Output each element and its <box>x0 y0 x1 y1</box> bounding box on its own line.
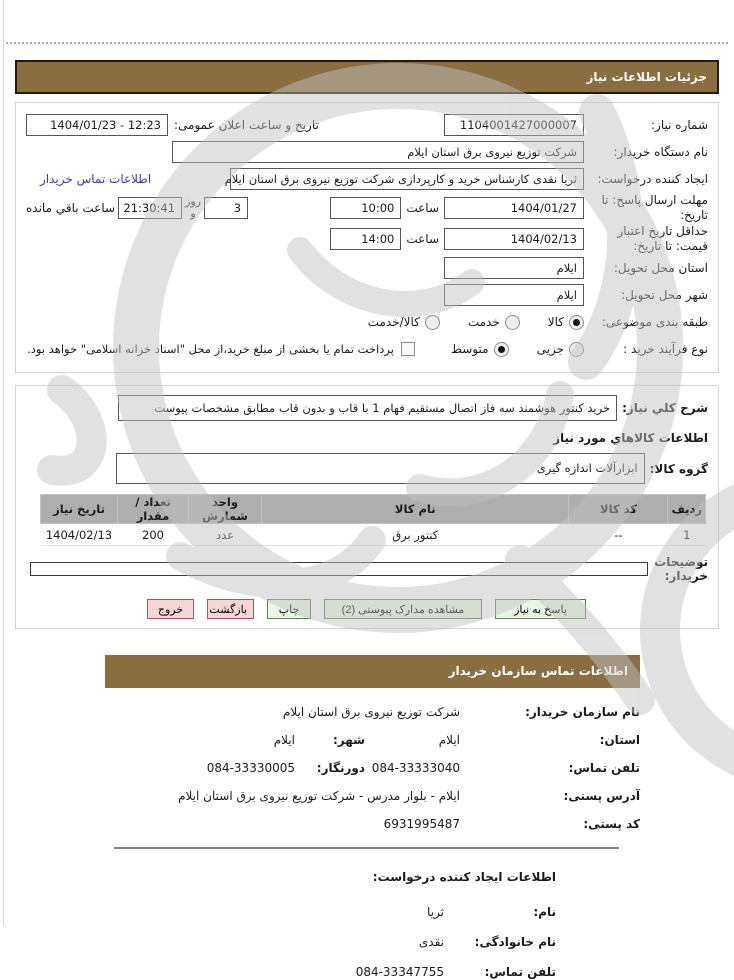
radio-option-goods[interactable] <box>548 315 584 330</box>
request-creator-section <box>276 870 556 980</box>
col-header-quantity: تعداد / مقدار <box>118 495 189 524</box>
respond-to-need-button[interactable]: پاسخ به نیاز <box>495 599 586 619</box>
goods-info-heading: اطلاعات کالاهاي مورد نیاز <box>553 431 708 445</box>
action-buttons-row <box>26 599 586 619</box>
delivery-city-label: شهر محل تحویل: <box>621 287 708 302</box>
org-fax-value: 084-33330005 <box>206 760 295 775</box>
creator-first-name-value: ثریا <box>427 904 444 919</box>
radio-label-medium: متوسط <box>450 342 489 356</box>
section-header-org-contact: اطلاعات تماس سازمان خریدار <box>105 655 640 688</box>
radio-option-service[interactable] <box>468 315 520 330</box>
buyer-notes-label: توضیحات خریدار: <box>654 555 708 584</box>
price-validity-label: حداقل تاریخ اعتبار قیمت: تا تاریخ: <box>617 224 708 253</box>
response-deadline-hour-field[interactable]: 10:00 <box>330 197 401 219</box>
org-address-label: آدرس پستی: <box>563 788 640 803</box>
view-attachments-button[interactable]: مشاهده مدارک پیوستی (2) <box>324 599 482 619</box>
row-need-description <box>118 395 708 421</box>
need-description-field[interactable]: خرید کنتور هوشمند سه فاز اتصال مستقیم فهام 1 با قاب و بدون قاب مطابق مشخصات پیوست <box>118 395 617 421</box>
org-address-value: ایلام - بلوار مدرس - شرکت توزیع نیروی برق استان ایلام <box>178 788 460 803</box>
org-phone-value: 084-33333040 <box>371 760 460 775</box>
announce-datetime-label: تاریخ و ساعت اعلان عمومی: <box>174 118 319 132</box>
row-price-validity <box>26 224 708 254</box>
org-fax-label: دورنگار: <box>316 760 365 775</box>
org-city-value: ایلام <box>273 732 295 747</box>
delivery-city-field[interactable]: ایلام <box>444 284 584 306</box>
org-city-label: شهر: <box>333 732 365 747</box>
radio-label-goods-service: کالا/خدمت <box>367 315 420 329</box>
delivery-province-label: استان محل تحویل: <box>613 260 708 275</box>
cell-row-number: 1 <box>668 524 706 546</box>
buyer-contact-link[interactable]: اطلاعات تماس خریدار <box>40 172 152 186</box>
creator-last-name-value: نقدی <box>418 934 444 949</box>
remaining-time-label: ساعت باقي مانده <box>26 201 116 215</box>
radio-label-partial: جزیی <box>536 342 564 356</box>
row-buyer-notes <box>26 555 708 584</box>
radio-icon-medium[interactable] <box>494 342 509 357</box>
price-validity-date-field[interactable]: 1404/02/13 <box>444 228 584 250</box>
delivery-province-field[interactable]: ایلام <box>444 257 584 279</box>
radio-icon-goods-service[interactable] <box>425 315 440 330</box>
row-process-type <box>26 336 708 362</box>
org-postal-code-label: کد پستی: <box>583 816 640 831</box>
price-validity-hour-field[interactable]: 14:00 <box>330 228 401 250</box>
treasury-docs-checkbox-label: پرداخت تمام یا بخشی از مبلغ خرید،از محل "اسناد خزانه اسلامی" خواهد بود. <box>27 342 394 356</box>
org-province-value: ایلام <box>438 732 460 747</box>
cell-need-date: 1404/02/13 <box>41 524 118 546</box>
org-name-label: نام سازمان خریدار: <box>525 704 640 719</box>
row-goods-group <box>116 453 708 484</box>
goods-group-label: گروه کالا: <box>649 461 708 476</box>
need-detail-panel <box>15 385 719 629</box>
radio-label-service: خدمت <box>467 315 500 329</box>
need-description-label: شرح کلي نیاز: <box>622 401 708 415</box>
creator-phone-label: تلفن تماس: <box>484 964 556 979</box>
org-contact-section <box>105 704 640 832</box>
creator-phone-value: 084-33347755 <box>355 964 444 979</box>
row-delivery-city <box>26 282 708 308</box>
process-type-label: نوع فرآیند خرید : <box>623 341 708 356</box>
request-creator-grid <box>276 904 556 980</box>
request-creator-label: ایجاد کننده درخواست: <box>597 171 708 186</box>
validity-hour-label: ساعت <box>406 232 439 246</box>
request-creator-field[interactable]: ثریا نقدی کارشناس خرید و کارپردازی شرکت توزیع نیروی برق استان ایلام <box>230 168 584 190</box>
col-header-item-name: نام کالا <box>262 495 569 524</box>
radio-icon-goods[interactable] <box>569 315 584 330</box>
need-number-label: شماره نیاز: <box>651 117 708 132</box>
row-response-deadline <box>26 193 708 223</box>
need-number-field[interactable]: 1104001427000007 <box>444 114 584 136</box>
radio-option-goods-service[interactable] <box>368 315 440 330</box>
table-row <box>41 524 706 546</box>
radio-option-partial[interactable] <box>537 342 584 357</box>
response-deadline-label: مهلت ارسال پاسخ: تا تاریخ: <box>601 193 708 222</box>
row-request-creator <box>26 166 708 192</box>
section-divider <box>114 847 619 849</box>
creator-last-name-label: نام خانوادگی: <box>474 934 556 949</box>
row-delivery-province <box>26 255 708 281</box>
radio-icon-service[interactable] <box>505 315 520 330</box>
remaining-days-label: روز و <box>185 194 201 220</box>
items-table <box>40 494 706 546</box>
section-header-need-details: جزئیات اطلاعات نیاز <box>15 60 719 94</box>
print-button[interactable]: چاپ <box>267 599 311 619</box>
buyer-notes-field[interactable] <box>30 562 648 576</box>
col-header-row-number: ردیف <box>668 495 706 524</box>
top-dotted-divider <box>6 0 728 44</box>
org-name-value: شرکت توزیع نیروی برق استان ایلام <box>282 704 460 719</box>
exit-button[interactable]: خروج <box>147 599 194 619</box>
col-header-unit: واحد شمارش <box>189 495 262 524</box>
row-buyer-org <box>26 139 708 165</box>
remaining-days-field: 3 <box>204 197 248 219</box>
deadline-hour-label: ساعت <box>406 201 439 215</box>
remaining-time-field: 21:30:41 <box>118 197 182 219</box>
col-header-item-code: کد کالا <box>569 495 668 524</box>
org-province-label: استان: <box>599 732 640 747</box>
cell-item-code: -- <box>569 524 668 546</box>
radio-icon-partial[interactable] <box>569 342 584 357</box>
creator-first-name-label: نام: <box>533 904 556 919</box>
window-left-border <box>3 0 4 926</box>
treasury-docs-checkbox[interactable] <box>401 342 415 356</box>
buyer-org-label: نام دستگاه خریدار: <box>613 144 708 159</box>
response-deadline-date-field[interactable]: 1404/01/27 <box>444 197 584 219</box>
goods-group-field[interactable]: ابزارآلات اندازه گیری <box>116 453 645 484</box>
radio-label-goods: کالا <box>547 315 564 329</box>
cell-item-name: کنتور برق <box>262 524 569 546</box>
col-header-need-date: تاریخ نیاز <box>41 495 118 524</box>
cell-quantity: 200 <box>118 524 189 546</box>
announce-datetime-field[interactable]: 12:23 - 1404/01/23 <box>26 114 168 136</box>
org-phone-label: تلفن تماس: <box>568 760 640 775</box>
buyer-org-field[interactable]: شرکت توزیع نیروی برق استان ایلام <box>172 141 584 163</box>
items-table-header-row <box>41 495 706 524</box>
row-need-number <box>26 112 708 138</box>
spacer <box>0 373 734 385</box>
cell-unit: عدد <box>189 524 262 546</box>
need-info-panel <box>15 102 719 373</box>
back-button[interactable]: بازگشت <box>207 599 254 619</box>
row-classification <box>26 309 708 335</box>
radio-option-medium[interactable] <box>451 342 509 357</box>
org-postal-code-value: 6931995487 <box>383 816 460 831</box>
classification-label: طبقه بندی موضوعی: <box>601 314 708 329</box>
request-creator-heading: اطلاعات ایجاد کننده درخواست: <box>372 869 556 884</box>
